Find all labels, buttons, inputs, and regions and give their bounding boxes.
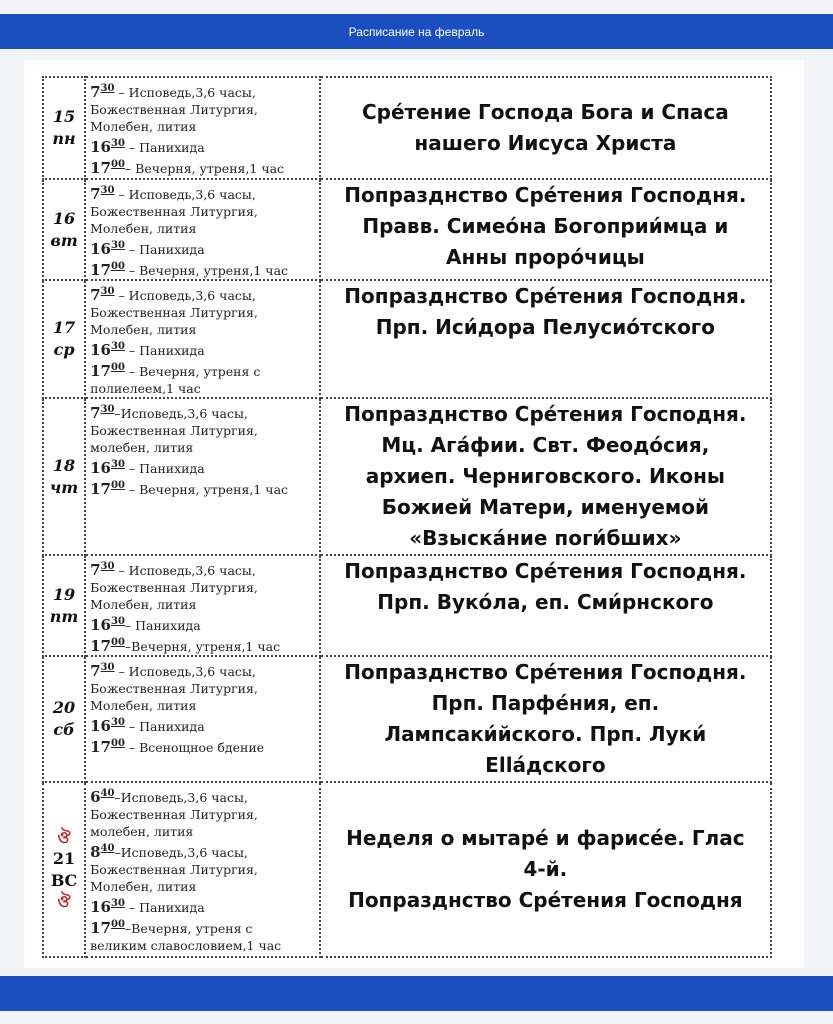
service-text: молебен, лития xyxy=(90,440,194,455)
feast-line: Правв. Симео́на Богоприи́мца и xyxy=(362,214,729,238)
service-line xyxy=(90,156,317,177)
service-minutes: 30 xyxy=(100,561,115,572)
day-number: 19 xyxy=(52,584,76,604)
schedule-row xyxy=(43,179,771,280)
service-text: – Панихида xyxy=(124,343,205,358)
service-text: – Вечерня, утреня,1 час xyxy=(124,161,285,176)
schedule-row xyxy=(43,398,771,555)
day-weekday: чт xyxy=(49,477,79,497)
service-line xyxy=(90,697,317,714)
service-line xyxy=(90,735,317,756)
service-line xyxy=(90,359,317,380)
feast-line: Лампсаки́йского. Прп. Луки́ xyxy=(384,722,707,746)
service-minutes: 30 xyxy=(100,404,115,415)
schedule-row xyxy=(43,280,771,398)
service-hour: 16 xyxy=(90,341,111,359)
service-hour: 7 xyxy=(90,83,101,101)
service-hour: 17 xyxy=(90,261,111,279)
feast-line: архиеп. Черниговского. Иконы xyxy=(365,464,726,488)
service-text: Божественная Литургия, xyxy=(90,102,258,117)
service-minutes: 30 xyxy=(100,185,115,196)
service-text: Божественная Литургия, xyxy=(90,580,258,595)
service-line xyxy=(90,916,317,937)
service-minutes: 00 xyxy=(110,480,125,491)
service-line xyxy=(90,456,317,477)
feast-line: Мц. Ага́фии. Свт. Феодо́сия, xyxy=(381,433,710,457)
service-line xyxy=(90,477,317,498)
service-line xyxy=(90,237,317,258)
service-hour: 17 xyxy=(90,919,111,937)
service-line xyxy=(90,439,317,456)
feast-line: Попразднство Сре́тения Господня. xyxy=(344,284,747,308)
service-line xyxy=(90,101,317,118)
day-weekday: сб xyxy=(53,720,75,739)
service-minutes: 30 xyxy=(110,898,125,909)
feast-line: Попразднство Сре́тения Господня. xyxy=(344,183,747,207)
service-hour: 6 xyxy=(90,788,101,806)
feast-line: Прп. Парфе́ния, еп. xyxy=(431,691,660,715)
feast-cell xyxy=(320,555,771,656)
service-line xyxy=(90,338,317,359)
service-text: Божественная Литургия, xyxy=(90,423,258,438)
day-number: 18 xyxy=(52,455,76,475)
service-times-cell xyxy=(85,280,320,398)
day-cell xyxy=(43,280,85,398)
service-minutes: 00 xyxy=(110,159,125,170)
service-hour: 16 xyxy=(90,240,111,258)
service-times-cell xyxy=(85,555,320,656)
service-line xyxy=(90,937,317,954)
service-minutes: 30 xyxy=(100,83,115,94)
header-bar xyxy=(0,14,833,49)
service-text: – Исповедь,3,6 часы, xyxy=(114,187,256,202)
service-minutes: 30 xyxy=(110,240,125,251)
day-cell xyxy=(43,656,85,782)
feast-line: Elláдского xyxy=(485,753,606,777)
service-line xyxy=(90,80,317,101)
service-minutes: 30 xyxy=(110,616,125,627)
feast-line: Попразднство Сре́тения Господня xyxy=(348,888,743,912)
schedule-row xyxy=(43,782,771,957)
service-text: Молебен, лития xyxy=(90,879,197,894)
service-minutes: 00 xyxy=(110,738,125,749)
service-minutes: 30 xyxy=(110,459,125,470)
service-line xyxy=(90,401,317,422)
service-text: Молебен, лития xyxy=(90,322,197,337)
ornament-icon: ঔ xyxy=(57,827,71,847)
day-weekday: ср xyxy=(53,340,75,359)
service-hour: 17 xyxy=(90,159,111,177)
service-text: полиелеем,1 час xyxy=(90,381,201,396)
service-times-cell xyxy=(85,782,320,957)
page-title: Расписание на февраль xyxy=(348,24,485,39)
service-line xyxy=(90,203,317,220)
service-line xyxy=(90,135,317,156)
schedule-row xyxy=(43,656,771,782)
service-minutes: 00 xyxy=(110,919,125,930)
day-cell xyxy=(43,179,85,280)
service-line xyxy=(90,785,317,806)
service-text: – Всенощное бдение xyxy=(124,740,265,755)
service-hour: 16 xyxy=(90,616,111,634)
service-minutes: 00 xyxy=(110,261,125,272)
service-line xyxy=(90,283,317,304)
day-cell xyxy=(43,782,85,957)
service-text: – Исповедь,3,6 часы, xyxy=(114,664,256,679)
service-line xyxy=(90,659,317,680)
feast-cell xyxy=(320,280,771,398)
service-line xyxy=(90,596,317,613)
service-minutes: 00 xyxy=(110,362,125,373)
service-hour: 7 xyxy=(90,561,101,579)
service-hour: 16 xyxy=(90,459,111,477)
feast-line: Божией Матери, именуемой xyxy=(381,495,710,519)
service-line xyxy=(90,895,317,916)
feast-line: Попразднство Сре́тения Господня. xyxy=(344,660,747,684)
service-line xyxy=(90,258,317,279)
feast-line: Сре́тение Господа Бога и Спаса xyxy=(361,100,729,124)
service-line xyxy=(90,422,317,439)
service-minutes: 30 xyxy=(110,717,125,728)
service-minutes: 40 xyxy=(100,788,115,799)
day-weekday: пт xyxy=(49,606,79,626)
service-times-cell xyxy=(85,398,320,555)
service-times-cell xyxy=(85,77,320,179)
day-weekday: пн xyxy=(52,129,76,148)
service-line xyxy=(90,861,317,878)
feast-line: 4-й. xyxy=(523,857,568,881)
service-line xyxy=(90,840,317,861)
day-weekday: вт xyxy=(50,230,78,250)
service-text: –Вечерня, утреня,1 час xyxy=(124,639,281,654)
service-text: – Панихида xyxy=(124,719,205,734)
day-number: 20 xyxy=(52,698,76,717)
feast-line: Анны проро́чицы xyxy=(446,245,645,269)
service-text: молебен, лития xyxy=(90,824,194,839)
feast-line: Прп. Вуко́ла, еп. Сми́рнского xyxy=(377,590,714,614)
feast-line: Попразднство Сре́тения Господня. xyxy=(344,559,747,583)
service-text: великим славословием,1 час xyxy=(90,938,282,953)
service-text: – Исповедь,3,6 часы, xyxy=(114,85,256,100)
service-text: – Вечерня, утреня,1 час xyxy=(124,263,289,278)
service-hour: 17 xyxy=(90,738,111,756)
service-text: – Панихида xyxy=(124,140,205,155)
service-line xyxy=(90,680,317,697)
schedule-table xyxy=(42,76,772,958)
service-text: –Исповедь,3,6 часы, xyxy=(114,845,248,860)
service-hour: 7 xyxy=(90,286,101,304)
feast-cell xyxy=(320,782,771,957)
day-cell xyxy=(43,555,85,656)
service-text: – Панихида xyxy=(124,461,205,476)
service-hour: 7 xyxy=(90,404,101,422)
service-line xyxy=(90,380,317,397)
service-text: Божественная Литургия, xyxy=(90,681,258,696)
service-line xyxy=(90,878,317,895)
service-text: –Исповедь,3,6 часы, xyxy=(114,790,248,805)
service-hour: 7 xyxy=(90,185,101,203)
day-number: 17 xyxy=(52,318,76,337)
service-text: Молебен, лития xyxy=(90,698,197,713)
service-text: Божественная Литургия, xyxy=(90,807,258,822)
schedule-body xyxy=(43,77,771,957)
service-times-cell xyxy=(85,656,320,782)
service-hour: 17 xyxy=(90,637,111,655)
service-text: –Вечерня, утреня с xyxy=(124,921,253,936)
service-hour: 16 xyxy=(90,717,111,735)
service-text: Божественная Литургия, xyxy=(90,862,258,877)
service-text: – Вечерня, утреня,1 час xyxy=(124,482,289,497)
day-number: 15 xyxy=(52,107,76,126)
service-minutes: 40 xyxy=(100,843,115,854)
service-text: – Панихида xyxy=(124,618,201,633)
day-weekday: ВС xyxy=(50,870,78,890)
footer-bar xyxy=(0,976,833,1011)
day-number: 21 xyxy=(52,848,76,868)
feast-cell xyxy=(320,77,771,179)
service-line xyxy=(90,613,317,634)
feast-line: «Взыска́ние поги́бших» xyxy=(409,526,682,550)
service-text: – Исповедь,3,6 часы, xyxy=(114,563,256,578)
day-number: 16 xyxy=(52,208,76,228)
service-text: – Вечерня, утреня с xyxy=(124,364,261,379)
service-text: –Исповедь,3,6 часы, xyxy=(114,406,248,421)
feast-line: Попразднство Сре́тения Господня. xyxy=(344,402,747,426)
service-hour: 16 xyxy=(90,898,111,916)
schedule-row xyxy=(43,555,771,656)
feast-line: нашего Иисуса Христа xyxy=(414,131,677,155)
service-text: Божественная Литургия, xyxy=(90,204,258,219)
service-line xyxy=(90,118,317,135)
service-line xyxy=(90,634,317,655)
service-hour: 17 xyxy=(90,362,111,380)
service-text: – Исповедь,3,6 часы, xyxy=(114,288,256,303)
service-text: Божественная Литургия, xyxy=(90,305,258,320)
feast-cell xyxy=(320,656,771,782)
service-line xyxy=(90,823,317,840)
service-hour: 16 xyxy=(90,138,111,156)
service-line xyxy=(90,806,317,823)
service-text: – Панихида xyxy=(124,242,205,257)
service-line xyxy=(90,182,317,203)
service-minutes: 00 xyxy=(110,637,125,648)
day-cell xyxy=(43,398,85,555)
service-line xyxy=(90,321,317,338)
service-minutes: 30 xyxy=(110,138,125,149)
service-minutes: 30 xyxy=(100,662,115,673)
feast-cell xyxy=(320,398,771,555)
day-cell xyxy=(43,77,85,179)
service-text: Молебен, лития xyxy=(90,221,197,236)
service-times-cell xyxy=(85,179,320,280)
feast-cell xyxy=(320,179,771,280)
service-text: – Панихида xyxy=(124,900,205,915)
service-hour: 8 xyxy=(90,843,101,861)
service-hour: 7 xyxy=(90,662,101,680)
service-line xyxy=(90,714,317,735)
service-minutes: 30 xyxy=(100,286,115,297)
service-text: Молебен, лития xyxy=(90,119,197,134)
schedule-row xyxy=(43,77,771,179)
service-line xyxy=(90,558,317,579)
feast-line: Прп. Иси́дора Пелусио́тского xyxy=(375,315,715,339)
service-text: Молебен, лития xyxy=(90,597,197,612)
service-line xyxy=(90,304,317,321)
feast-line: Неделя о мытаре́ и фарисе́е. Глас xyxy=(346,826,745,850)
service-line xyxy=(90,579,317,596)
service-minutes: 30 xyxy=(110,341,125,352)
service-line xyxy=(90,220,317,237)
service-hour: 17 xyxy=(90,480,111,498)
ornament-icon: ঔ xyxy=(57,891,71,911)
